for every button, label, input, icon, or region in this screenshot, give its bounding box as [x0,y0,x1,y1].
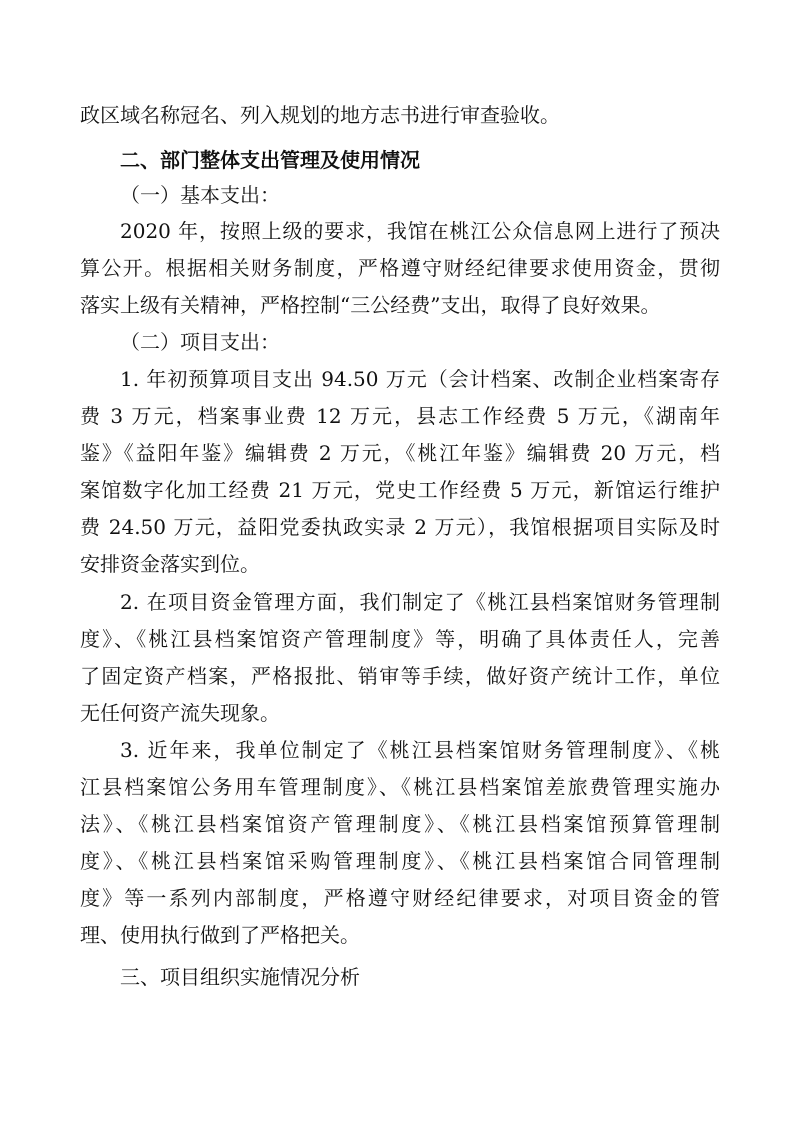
paragraph-line: 理、使用执行做到了严格把关。 [80,923,360,947]
paragraph-line: 政区域名称冠名、列入规划的地方志书进行审查验收。 [80,103,560,127]
paragraph-line: 法》、《桃江县档案馆资产管理制度》、《桃江县档案馆预算管理制 [80,812,720,836]
paragraph-line: 2. 在项目资金管理方面，我们制定了《桃江县档案馆财务管理制 [120,590,720,614]
paragraph-line: 算公开。根据相关财务制度，严格遵守财经纪律要求使用资金，贯彻 [80,256,720,280]
paragraph-line: 鉴》《益阳年鉴》编辑费 2 万元，《桃江年鉴》编辑费 20 万元，档 [80,441,720,465]
paragraph-line: 了固定资产档案，严格报批、销审等手续，做好资产统计工作，单位 [80,664,720,688]
paragraph-line: 度》等一系列内部制度，严格遵守财经纪律要求，对项目资金的管 [80,886,720,910]
paragraph-line: 1. 年初预算项目支出 94.50 万元（会计档案、改制企业档案寄存 [120,367,720,391]
subsection-heading: （一）基本支出： [120,183,280,207]
paragraph-line: 费 24.50 万元，益阳党委执政实录 2 万元），我馆根据项目实际及时 [80,515,720,539]
paragraph-line: 落实上级有关精神，严格控制“三公经费”支出，取得了良好效果。 [80,293,661,317]
paragraph-line: 2020 年，按照上级的要求，我馆在桃江公众信息网上进行了预决 [120,219,720,243]
paragraph-line: 安排资金落实到位。 [80,552,260,576]
paragraph-line: 案馆数字化加工经费 21 万元，党史工作经费 5 万元，新馆运行维护 [80,478,720,502]
section-heading: 二、部门整体支出管理及使用情况 [120,148,420,172]
subsection-heading: （二）项目支出： [120,330,280,354]
paragraph-line: 江县档案馆公务用车管理制度》、《桃江县档案馆差旅费管理实施办 [80,775,720,799]
paragraph-line: 无任何资产流失现象。 [80,701,280,725]
paragraph-line: 费 3 万元，档案事业费 12 万元，县志工作经费 5 万元，《湖南年 [80,404,720,428]
paragraph-line: 度》、《桃江县档案馆资产管理制度》等，明确了具体责任人，完善 [80,627,720,651]
section-heading: 三、项目组织实施情况分析 [120,965,360,989]
paragraph-line: 度》、《桃江县档案馆采购管理制度》、《桃江县档案馆合同管理制 [80,849,720,873]
paragraph-line: 3. 近年来，我单位制定了《桃江县档案馆财务管理制度》、《桃 [120,738,720,762]
